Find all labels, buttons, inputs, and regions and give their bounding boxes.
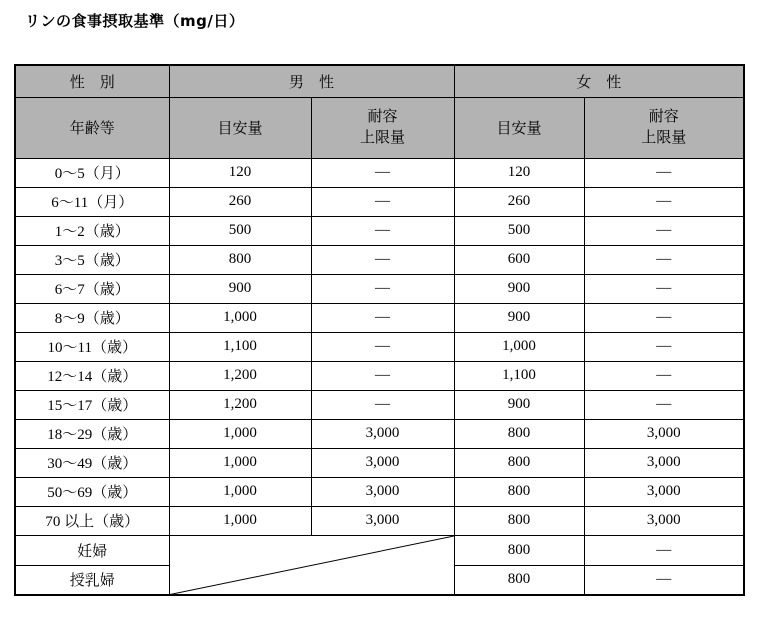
header-female: 女 性 bbox=[454, 65, 744, 97]
upper-limit-line1: 耐容 bbox=[367, 109, 398, 126]
upper-limit-line2: 上限量 bbox=[360, 129, 406, 146]
female-ai-cell: 120 bbox=[454, 158, 584, 187]
table-row bbox=[15, 506, 744, 535]
header-male-upper-limit bbox=[311, 97, 454, 158]
male-ai-cell: 260 bbox=[169, 187, 311, 216]
male-ul-cell: 3,000 bbox=[311, 477, 454, 506]
upper-limit-line1: 耐容 bbox=[648, 109, 679, 126]
male-ai-cell: 1,200 bbox=[169, 390, 311, 419]
table-row bbox=[15, 332, 744, 361]
age-cell: 15～17（歳） bbox=[15, 390, 169, 419]
table-row bbox=[15, 390, 744, 419]
female-ai-cell: 900 bbox=[454, 303, 584, 332]
female-ul-cell: — bbox=[584, 216, 744, 245]
table-row-pregnant bbox=[15, 535, 744, 565]
table-row bbox=[15, 274, 744, 303]
diagonal-line bbox=[170, 536, 454, 595]
table-row bbox=[15, 477, 744, 506]
female-ul-cell: — bbox=[584, 361, 744, 390]
header-female-upper-limit bbox=[584, 97, 744, 158]
age-cell: 50～69（歳） bbox=[15, 477, 169, 506]
male-ul-cell: — bbox=[311, 303, 454, 332]
female-ai-cell: 800 bbox=[454, 419, 584, 448]
phosphorus-intake-table bbox=[14, 64, 745, 596]
age-cell: 6～7（歳） bbox=[15, 274, 169, 303]
male-ul-cell: — bbox=[311, 332, 454, 361]
female-ai-cell: 800 bbox=[454, 506, 584, 535]
header-male-adequate-intake: 目安量 bbox=[169, 97, 311, 158]
male-ul-cell: — bbox=[311, 216, 454, 245]
male-not-applicable-cell bbox=[169, 535, 454, 595]
male-ai-cell: 1,000 bbox=[169, 303, 311, 332]
female-ul-cell: — bbox=[584, 245, 744, 274]
table-row bbox=[15, 448, 744, 477]
upper-limit-line2: 上限量 bbox=[641, 129, 687, 146]
female-ul-cell: 3,000 bbox=[584, 477, 744, 506]
table-row bbox=[15, 245, 744, 274]
male-ul-cell: — bbox=[311, 390, 454, 419]
male-ul-cell: — bbox=[311, 274, 454, 303]
female-ul-cell: 3,000 bbox=[584, 506, 744, 535]
male-ul-cell: — bbox=[311, 187, 454, 216]
table-row bbox=[15, 361, 744, 390]
female-ul-cell: — bbox=[584, 187, 744, 216]
female-ai-cell: 600 bbox=[454, 245, 584, 274]
age-cell: 12～14（歳） bbox=[15, 361, 169, 390]
header-sex: 性 別 bbox=[15, 65, 169, 97]
male-ai-cell: 1,000 bbox=[169, 506, 311, 535]
table-header bbox=[15, 65, 744, 158]
male-ai-cell: 120 bbox=[169, 158, 311, 187]
table-row bbox=[15, 303, 744, 332]
male-ai-cell: 1,200 bbox=[169, 361, 311, 390]
header-row-sex bbox=[15, 65, 744, 97]
header-female-adequate-intake: 目安量 bbox=[454, 97, 584, 158]
male-ai-cell: 900 bbox=[169, 274, 311, 303]
female-ai-cell: 900 bbox=[454, 274, 584, 303]
female-ai-cell: 800 bbox=[454, 477, 584, 506]
male-ai-cell: 1,000 bbox=[169, 419, 311, 448]
table-row bbox=[15, 187, 744, 216]
female-ul-cell: — bbox=[584, 535, 744, 565]
age-cell: 6～11（月） bbox=[15, 187, 169, 216]
female-ai-cell: 800 bbox=[454, 448, 584, 477]
header-row-columns bbox=[15, 97, 744, 158]
table-row bbox=[15, 216, 744, 245]
table-body bbox=[15, 158, 744, 595]
category-cell: 授乳婦 bbox=[15, 565, 169, 595]
female-ul-cell: — bbox=[584, 158, 744, 187]
header-age: 年齢等 bbox=[15, 97, 169, 158]
female-ul-cell: — bbox=[584, 332, 744, 361]
table-row bbox=[15, 419, 744, 448]
age-cell: 18～29（歳） bbox=[15, 419, 169, 448]
male-ai-cell: 800 bbox=[169, 245, 311, 274]
female-ai-cell: 900 bbox=[454, 390, 584, 419]
category-cell: 妊婦 bbox=[15, 535, 169, 565]
male-ul-cell: 3,000 bbox=[311, 419, 454, 448]
header-male: 男 性 bbox=[169, 65, 454, 97]
male-ul-cell: 3,000 bbox=[311, 506, 454, 535]
female-ul-cell: — bbox=[584, 303, 744, 332]
male-ai-cell: 500 bbox=[169, 216, 311, 245]
male-ul-cell: — bbox=[311, 361, 454, 390]
female-ul-cell: — bbox=[584, 274, 744, 303]
female-ai-cell: 500 bbox=[454, 216, 584, 245]
age-cell: 10～11（歳） bbox=[15, 332, 169, 361]
age-cell: 0～5（月） bbox=[15, 158, 169, 187]
female-ul-cell: 3,000 bbox=[584, 419, 744, 448]
female-ul-cell: — bbox=[584, 390, 744, 419]
female-ai-cell: 1,100 bbox=[454, 361, 584, 390]
page-title: リンの食事摂取基準（mg/日） bbox=[25, 12, 245, 30]
age-cell: 30～49（歳） bbox=[15, 448, 169, 477]
male-ai-cell: 1,000 bbox=[169, 477, 311, 506]
age-cell: 1～2（歳） bbox=[15, 216, 169, 245]
female-ai-cell: 1,000 bbox=[454, 332, 584, 361]
table-row bbox=[15, 158, 744, 187]
male-ai-cell: 1,100 bbox=[169, 332, 311, 361]
male-ul-cell: 3,000 bbox=[311, 448, 454, 477]
female-ul-cell: 3,000 bbox=[584, 448, 744, 477]
female-ai-cell: 800 bbox=[454, 535, 584, 565]
male-ul-cell: — bbox=[311, 245, 454, 274]
female-ai-cell: 260 bbox=[454, 187, 584, 216]
age-cell: 3～5（歳） bbox=[15, 245, 169, 274]
female-ai-cell: 800 bbox=[454, 565, 584, 595]
male-ul-cell: — bbox=[311, 158, 454, 187]
female-ul-cell: — bbox=[584, 565, 744, 595]
age-cell: 70 以上（歳） bbox=[15, 506, 169, 535]
age-cell: 8～9（歳） bbox=[15, 303, 169, 332]
male-ai-cell: 1,000 bbox=[169, 448, 311, 477]
